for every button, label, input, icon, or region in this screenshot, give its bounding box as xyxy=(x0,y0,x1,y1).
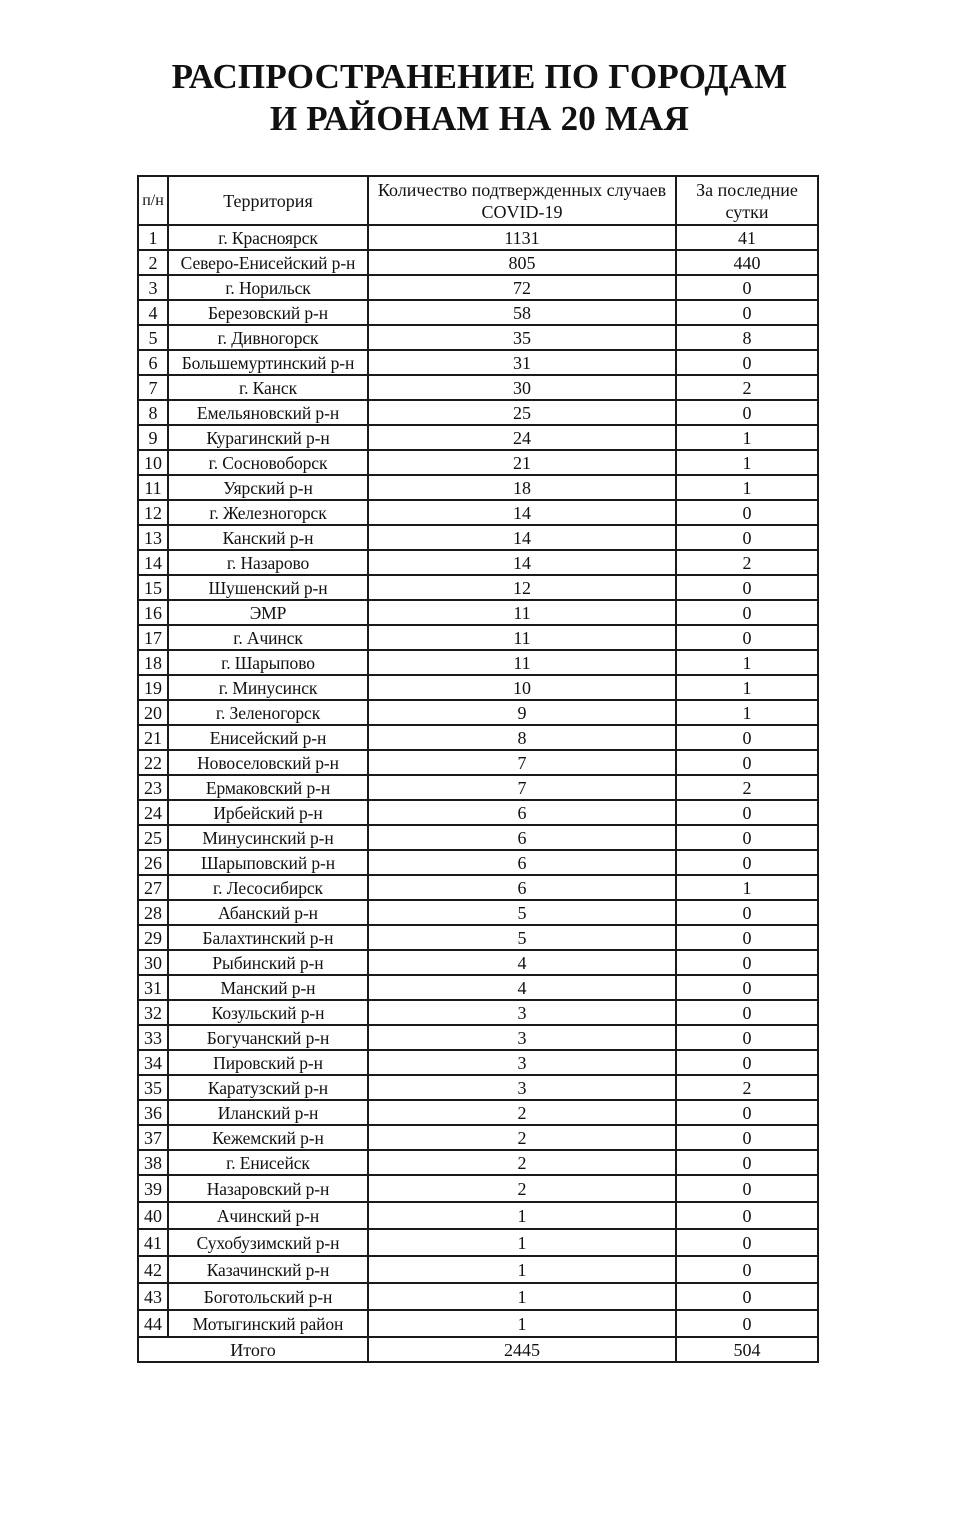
table-row xyxy=(138,750,818,775)
row-confirmed: 4 xyxy=(368,975,676,1000)
row-last-day: 0 xyxy=(676,1025,818,1050)
row-confirmed: 6 xyxy=(368,850,676,875)
row-confirmed: 18 xyxy=(368,475,676,500)
row-last-day: 0 xyxy=(676,975,818,1000)
table-header-row xyxy=(138,176,818,225)
row-territory: г. Дивногорск xyxy=(168,325,368,350)
table-row xyxy=(138,575,818,600)
row-last-day: 0 xyxy=(676,1256,818,1283)
row-last-day: 8 xyxy=(676,325,818,350)
row-last-day: 0 xyxy=(676,1100,818,1125)
row-territory: г. Ачинск xyxy=(168,625,368,650)
row-last-day: 0 xyxy=(676,1175,818,1202)
table-row xyxy=(138,1025,818,1050)
table-row xyxy=(138,1256,818,1283)
total-label: Итого xyxy=(138,1337,368,1362)
row-territory: Балахтинский р-н xyxy=(168,925,368,950)
row-number: 42 xyxy=(138,1256,168,1283)
row-territory: г. Канск xyxy=(168,375,368,400)
row-number: 27 xyxy=(138,875,168,900)
row-territory: Емельяновский р-н xyxy=(168,400,368,425)
table-row xyxy=(138,925,818,950)
row-confirmed: 7 xyxy=(368,775,676,800)
row-last-day: 0 xyxy=(676,1283,818,1310)
row-confirmed: 25 xyxy=(368,400,676,425)
table-row xyxy=(138,975,818,1000)
table-row xyxy=(138,225,818,250)
row-confirmed: 5 xyxy=(368,925,676,950)
row-confirmed: 7 xyxy=(368,750,676,775)
row-confirmed: 1 xyxy=(368,1202,676,1229)
row-number: 33 xyxy=(138,1025,168,1050)
row-last-day: 0 xyxy=(676,1050,818,1075)
row-confirmed: 5 xyxy=(368,900,676,925)
row-territory: г. Назарово xyxy=(168,550,368,575)
row-territory: Мотыгинский район xyxy=(168,1310,368,1337)
row-territory: Абанский р-н xyxy=(168,900,368,925)
row-confirmed: 21 xyxy=(368,450,676,475)
row-number: 35 xyxy=(138,1075,168,1100)
title-line-2: И РАЙОНАМ НА 20 МАЯ xyxy=(269,99,690,138)
row-confirmed: 2 xyxy=(368,1100,676,1125)
row-number: 17 xyxy=(138,625,168,650)
row-territory: Сухобузимский р-н xyxy=(168,1229,368,1256)
row-number: 29 xyxy=(138,925,168,950)
row-number: 18 xyxy=(138,650,168,675)
table-row xyxy=(138,425,818,450)
row-number: 25 xyxy=(138,825,168,850)
total-row xyxy=(138,1337,818,1362)
header-confirmed: Количество подтвержденных случаев COVID-19 xyxy=(368,176,676,225)
table-row xyxy=(138,350,818,375)
row-confirmed: 31 xyxy=(368,350,676,375)
row-territory: Большемуртинский р-н xyxy=(168,350,368,375)
row-territory: Козульский р-н xyxy=(168,1000,368,1025)
row-confirmed: 1 xyxy=(368,1229,676,1256)
row-last-day: 0 xyxy=(676,400,818,425)
table-row xyxy=(138,825,818,850)
row-confirmed: 6 xyxy=(368,875,676,900)
table-row xyxy=(138,1283,818,1310)
row-last-day: 0 xyxy=(676,500,818,525)
row-confirmed: 14 xyxy=(368,550,676,575)
row-number: 9 xyxy=(138,425,168,450)
table-row xyxy=(138,675,818,700)
covid-cases-table xyxy=(137,175,819,1363)
row-last-day: 1 xyxy=(676,450,818,475)
row-number: 37 xyxy=(138,1125,168,1150)
row-number: 3 xyxy=(138,275,168,300)
row-confirmed: 4 xyxy=(368,950,676,975)
row-territory: Новоселовский р-н xyxy=(168,750,368,775)
row-last-day: 0 xyxy=(676,625,818,650)
row-last-day: 0 xyxy=(676,300,818,325)
row-last-day: 0 xyxy=(676,925,818,950)
row-confirmed: 1 xyxy=(368,1256,676,1283)
row-number: 10 xyxy=(138,450,168,475)
row-last-day: 1 xyxy=(676,700,818,725)
row-confirmed: 1 xyxy=(368,1283,676,1310)
table-row xyxy=(138,625,818,650)
row-territory: Казачинский р-н xyxy=(168,1256,368,1283)
row-last-day: 1 xyxy=(676,675,818,700)
row-territory: Курагинский р-н xyxy=(168,425,368,450)
table-row xyxy=(138,800,818,825)
row-number: 21 xyxy=(138,725,168,750)
table-row xyxy=(138,1229,818,1256)
row-confirmed: 24 xyxy=(368,425,676,450)
row-territory: г. Зеленогорск xyxy=(168,700,368,725)
total-confirmed: 2445 xyxy=(368,1337,676,1362)
row-last-day: 0 xyxy=(676,750,818,775)
table-row xyxy=(138,725,818,750)
row-last-day: 1 xyxy=(676,650,818,675)
row-last-day: 0 xyxy=(676,825,818,850)
table-row xyxy=(138,400,818,425)
table-row xyxy=(138,1050,818,1075)
row-last-day: 0 xyxy=(676,850,818,875)
row-confirmed: 3 xyxy=(368,1000,676,1025)
table-row xyxy=(138,1075,818,1100)
row-territory: г. Лесосибирск xyxy=(168,875,368,900)
title-line-1: РАСПРОСТРАНЕНИЕ ПО ГОРОДАМ xyxy=(171,57,788,96)
row-number: 15 xyxy=(138,575,168,600)
row-territory: Боготольский р-н xyxy=(168,1283,368,1310)
table-row xyxy=(138,775,818,800)
row-territory: Назаровский р-н xyxy=(168,1175,368,1202)
row-confirmed: 11 xyxy=(368,625,676,650)
row-confirmed: 2 xyxy=(368,1150,676,1175)
row-confirmed: 3 xyxy=(368,1075,676,1100)
row-confirmed: 3 xyxy=(368,1025,676,1050)
row-territory: г. Норильск xyxy=(168,275,368,300)
row-number: 14 xyxy=(138,550,168,575)
row-last-day: 1 xyxy=(676,475,818,500)
row-territory: Канский р-н xyxy=(168,525,368,550)
row-territory: Уярский р-н xyxy=(168,475,368,500)
row-territory: г. Сосновоборск xyxy=(168,450,368,475)
row-territory: г. Енисейск xyxy=(168,1150,368,1175)
row-territory: Березовский р-н xyxy=(168,300,368,325)
row-territory: Кежемский р-н xyxy=(168,1125,368,1150)
row-number: 22 xyxy=(138,750,168,775)
row-confirmed: 11 xyxy=(368,600,676,625)
row-territory: Шушенский р-н xyxy=(168,575,368,600)
row-last-day: 0 xyxy=(676,1125,818,1150)
table-row xyxy=(138,475,818,500)
row-territory: Иланский р-н xyxy=(168,1100,368,1125)
row-number: 44 xyxy=(138,1310,168,1337)
row-last-day: 0 xyxy=(676,900,818,925)
table-row xyxy=(138,875,818,900)
row-number: 11 xyxy=(138,475,168,500)
table-row xyxy=(138,300,818,325)
row-last-day: 2 xyxy=(676,375,818,400)
row-confirmed: 3 xyxy=(368,1050,676,1075)
row-territory: Богучанский р-н xyxy=(168,1025,368,1050)
row-confirmed: 10 xyxy=(368,675,676,700)
row-number: 5 xyxy=(138,325,168,350)
row-territory: Шарыповский р-н xyxy=(168,850,368,875)
row-confirmed: 14 xyxy=(368,500,676,525)
row-last-day: 0 xyxy=(676,1229,818,1256)
row-last-day: 0 xyxy=(676,1202,818,1229)
row-territory: Минусинский р-н xyxy=(168,825,368,850)
row-last-day: 0 xyxy=(676,950,818,975)
row-number: 6 xyxy=(138,350,168,375)
row-confirmed: 2 xyxy=(368,1175,676,1202)
row-territory: г. Шарыпово xyxy=(168,650,368,675)
row-last-day: 0 xyxy=(676,1310,818,1337)
table-row xyxy=(138,900,818,925)
row-territory: г. Железногорск xyxy=(168,500,368,525)
row-number: 24 xyxy=(138,800,168,825)
table-row xyxy=(138,525,818,550)
row-last-day: 0 xyxy=(676,725,818,750)
row-number: 32 xyxy=(138,1000,168,1025)
page-title xyxy=(0,56,959,140)
row-last-day: 2 xyxy=(676,775,818,800)
header-territory: Территория xyxy=(168,176,368,225)
header-last-day: За последние сутки xyxy=(676,176,818,225)
row-confirmed: 6 xyxy=(368,825,676,850)
row-number: 4 xyxy=(138,300,168,325)
row-confirmed: 12 xyxy=(368,575,676,600)
row-confirmed: 805 xyxy=(368,250,676,275)
row-confirmed: 58 xyxy=(368,300,676,325)
table-row xyxy=(138,550,818,575)
row-last-day: 2 xyxy=(676,1075,818,1100)
table-row xyxy=(138,1125,818,1150)
row-number: 26 xyxy=(138,850,168,875)
row-number: 34 xyxy=(138,1050,168,1075)
row-last-day: 1 xyxy=(676,875,818,900)
row-last-day: 2 xyxy=(676,550,818,575)
row-territory: Манский р-н xyxy=(168,975,368,1000)
row-last-day: 0 xyxy=(676,600,818,625)
row-number: 30 xyxy=(138,950,168,975)
table-row xyxy=(138,950,818,975)
row-number: 40 xyxy=(138,1202,168,1229)
row-confirmed: 11 xyxy=(368,650,676,675)
row-number: 2 xyxy=(138,250,168,275)
row-number: 8 xyxy=(138,400,168,425)
row-number: 23 xyxy=(138,775,168,800)
table-row xyxy=(138,1000,818,1025)
row-confirmed: 72 xyxy=(368,275,676,300)
header-number: п/н xyxy=(138,176,168,225)
row-territory: Енисейский р-н xyxy=(168,725,368,750)
row-number: 38 xyxy=(138,1150,168,1175)
table-row xyxy=(138,600,818,625)
row-number: 12 xyxy=(138,500,168,525)
row-confirmed: 30 xyxy=(368,375,676,400)
table-row xyxy=(138,500,818,525)
row-number: 41 xyxy=(138,1229,168,1256)
row-confirmed: 9 xyxy=(368,700,676,725)
row-number: 43 xyxy=(138,1283,168,1310)
table-row xyxy=(138,1202,818,1229)
row-territory: ЭМР xyxy=(168,600,368,625)
row-confirmed: 1 xyxy=(368,1310,676,1337)
row-number: 13 xyxy=(138,525,168,550)
row-confirmed: 2 xyxy=(368,1125,676,1150)
table-row xyxy=(138,1150,818,1175)
row-number: 28 xyxy=(138,900,168,925)
table-row xyxy=(138,700,818,725)
row-territory: г. Минусинск xyxy=(168,675,368,700)
row-number: 20 xyxy=(138,700,168,725)
row-last-day: 0 xyxy=(676,275,818,300)
row-number: 31 xyxy=(138,975,168,1000)
row-last-day: 41 xyxy=(676,225,818,250)
row-confirmed: 8 xyxy=(368,725,676,750)
row-number: 7 xyxy=(138,375,168,400)
row-last-day: 0 xyxy=(676,800,818,825)
row-confirmed: 35 xyxy=(368,325,676,350)
row-number: 1 xyxy=(138,225,168,250)
row-last-day: 0 xyxy=(676,350,818,375)
table-row xyxy=(138,1310,818,1337)
table-row xyxy=(138,275,818,300)
row-territory: Рыбинский р-н xyxy=(168,950,368,975)
table-row xyxy=(138,1100,818,1125)
row-territory: Ирбейский р-н xyxy=(168,800,368,825)
row-confirmed: 14 xyxy=(368,525,676,550)
table-row xyxy=(138,850,818,875)
row-number: 39 xyxy=(138,1175,168,1202)
row-last-day: 0 xyxy=(676,575,818,600)
row-territory: Пировский р-н xyxy=(168,1050,368,1075)
row-number: 36 xyxy=(138,1100,168,1125)
row-confirmed: 6 xyxy=(368,800,676,825)
row-last-day: 440 xyxy=(676,250,818,275)
row-territory: Каратузский р-н xyxy=(168,1075,368,1100)
row-last-day: 0 xyxy=(676,1000,818,1025)
row-last-day: 0 xyxy=(676,1150,818,1175)
table-row xyxy=(138,325,818,350)
row-territory: Ачинский р-н xyxy=(168,1202,368,1229)
total-last-day: 504 xyxy=(676,1337,818,1362)
table-row xyxy=(138,650,818,675)
row-confirmed: 1131 xyxy=(368,225,676,250)
row-territory: г. Красноярск xyxy=(168,225,368,250)
row-territory: Ермаковский р-н xyxy=(168,775,368,800)
table-row xyxy=(138,250,818,275)
table-row xyxy=(138,450,818,475)
row-last-day: 0 xyxy=(676,525,818,550)
row-territory: Северо-Енисейский р-н xyxy=(168,250,368,275)
table-row xyxy=(138,1175,818,1202)
row-number: 19 xyxy=(138,675,168,700)
row-last-day: 1 xyxy=(676,425,818,450)
row-number: 16 xyxy=(138,600,168,625)
table-row xyxy=(138,375,818,400)
